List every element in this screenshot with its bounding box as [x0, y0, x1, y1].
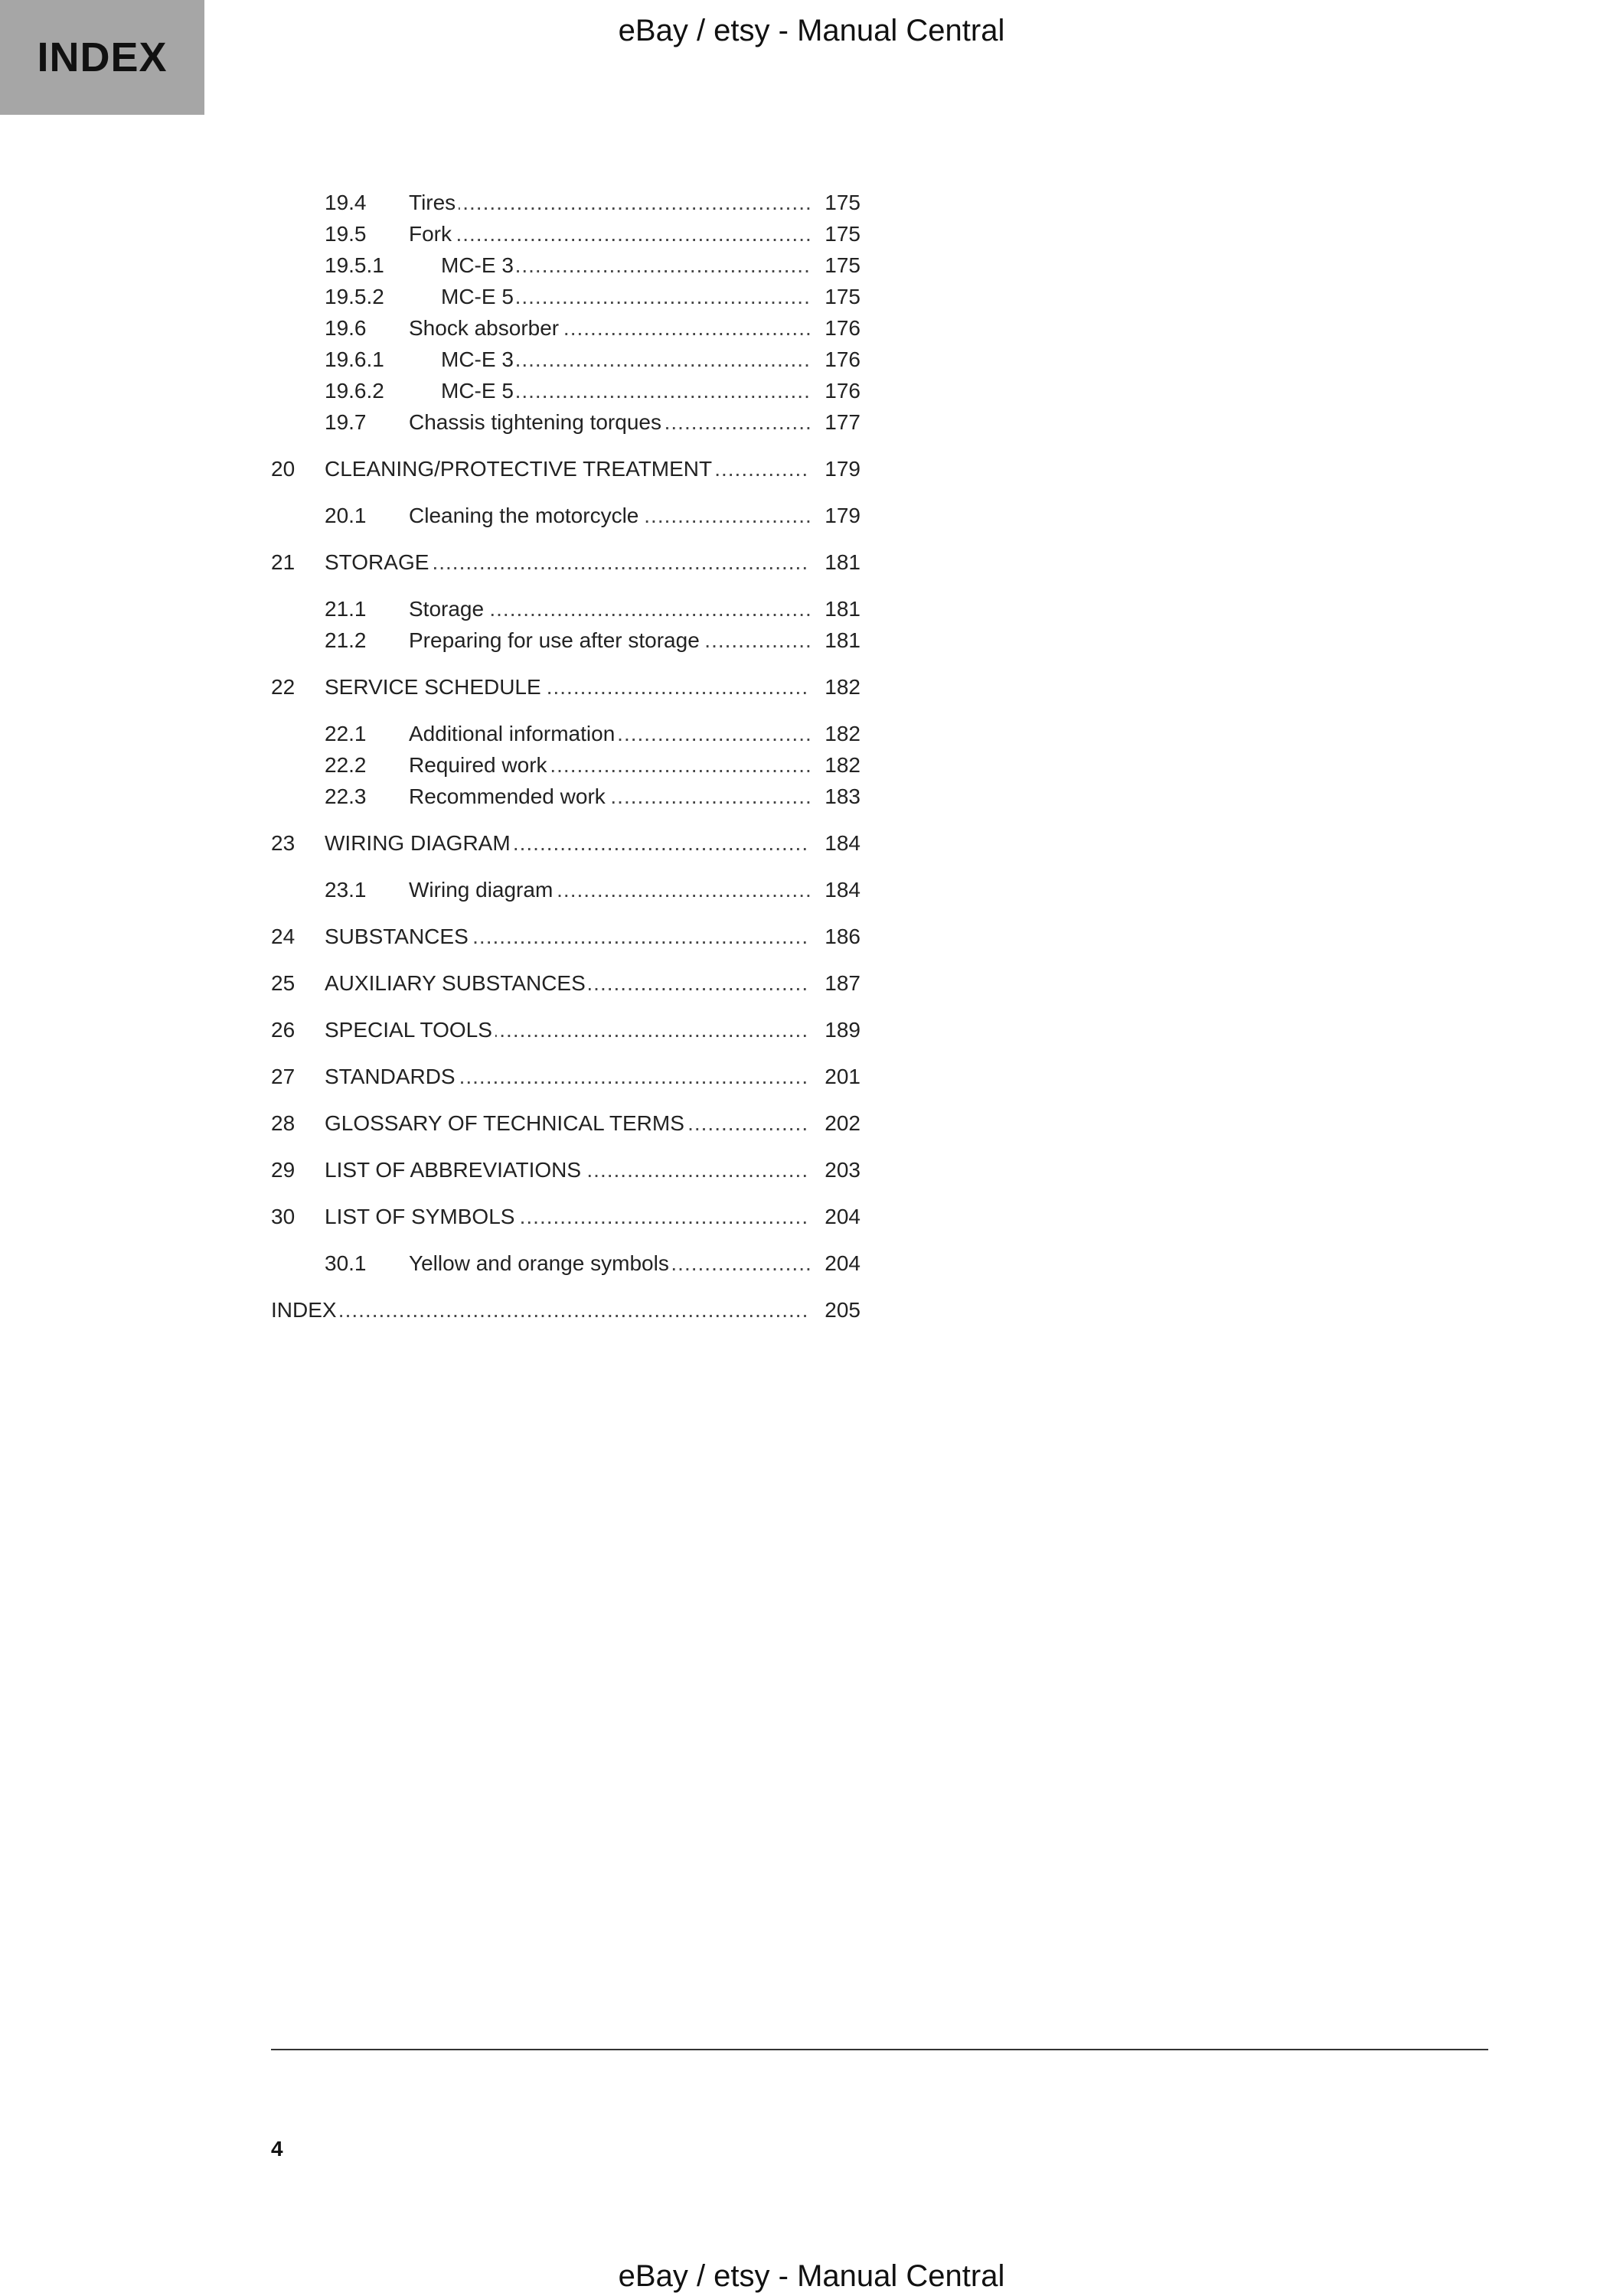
toc-entry-title: MC-E 5 [441, 285, 517, 308]
toc-entry-page: 181 [825, 550, 860, 574]
toc-entry-leader [409, 219, 810, 249]
toc-entry-leader [409, 501, 810, 531]
toc-entry-number: 19.4 [325, 191, 367, 214]
toc-entry-number: 26 [271, 1018, 296, 1042]
toc-entry-number: 19.6 [325, 316, 367, 340]
toc-entry-title: Storage [409, 597, 487, 621]
toc-entry[interactable] [271, 594, 860, 625]
toc-entry-title: Recommended work [409, 784, 609, 808]
toc-entry-leader [409, 1248, 810, 1279]
toc-entry-title: INDEX [271, 1298, 340, 1322]
toc-entry-title: MC-E 3 [441, 347, 517, 371]
toc-entry[interactable] [271, 750, 860, 781]
toc-entry-leader [409, 719, 810, 749]
toc-entry[interactable] [271, 454, 860, 484]
toc-entry[interactable] [271, 1295, 860, 1326]
toc-entry-leader [325, 1015, 810, 1045]
toc-entry-number: 20 [271, 457, 296, 481]
toc-entry-leader [409, 625, 810, 656]
toc-entry-leader [325, 454, 810, 484]
toc-entry[interactable] [271, 1155, 860, 1186]
toc-entry-number: 29 [271, 1158, 296, 1182]
toc-entry-page: 177 [825, 410, 860, 434]
toc-entry-page: 186 [825, 925, 860, 948]
toc-entry-page: 182 [825, 753, 860, 777]
toc-entry-page: 175 [825, 285, 860, 308]
toc-entry[interactable] [271, 219, 860, 249]
toc-entry-number: 19.5 [325, 222, 367, 246]
toc-entry-leader [409, 188, 810, 218]
toc-entry[interactable] [271, 1248, 860, 1279]
toc-entry-leader [441, 344, 810, 375]
toc-entry-title: Chassis tightening torques [409, 410, 665, 434]
toc-entry-page: 204 [825, 1251, 860, 1275]
toc-entry[interactable] [271, 188, 860, 218]
toc-entry[interactable] [271, 1202, 860, 1232]
toc-entry-leader [325, 921, 810, 952]
toc-entry[interactable] [271, 719, 860, 749]
toc-entry-title: Yellow and orange symbols [409, 1251, 672, 1275]
toc-entry-title: MC-E 3 [441, 253, 517, 277]
toc-entry-number: 24 [271, 925, 296, 948]
toc-entry-title: STORAGE [325, 550, 432, 574]
toc-entry[interactable] [271, 407, 860, 438]
toc-entry[interactable] [271, 672, 860, 703]
watermark-bottom: eBay / etsy - Manual Central [618, 2259, 1005, 2293]
toc-entry-leader [325, 828, 810, 859]
toc-entry-page: 181 [825, 597, 860, 621]
watermark-top: eBay / etsy - Manual Central [618, 14, 1005, 47]
toc-entry-leader [325, 1155, 810, 1186]
toc-entry-number: 21.2 [325, 628, 367, 652]
toc-entry-title: WIRING DIAGRAM [325, 831, 514, 855]
toc-entry-number: 22.1 [325, 722, 367, 745]
section-tab-label: INDEX [37, 34, 168, 80]
toc-entry-number: 19.7 [325, 410, 367, 434]
toc-entry-leader [271, 1295, 810, 1326]
toc-entry-page: 202 [825, 1111, 860, 1135]
toc-entry-leader [325, 547, 810, 578]
toc-entry[interactable] [271, 625, 860, 656]
toc-entry-number: 23.1 [325, 878, 367, 902]
toc-entry-page: 175 [825, 253, 860, 277]
toc-entry-leader [441, 250, 810, 281]
toc-entry-page: 179 [825, 504, 860, 527]
toc-entry-leader [409, 407, 810, 438]
toc-entry-number: 30 [271, 1205, 296, 1228]
toc-entry-page: 175 [825, 222, 860, 246]
toc-entry-page: 179 [825, 457, 860, 481]
toc-entry-number: 22.3 [325, 784, 367, 808]
toc-entry-number: 28 [271, 1111, 296, 1135]
toc-entry-page: 176 [825, 347, 860, 371]
toc-entry-leader [441, 376, 810, 406]
toc-entry-page: 182 [825, 675, 860, 699]
toc-entry[interactable] [271, 1108, 860, 1139]
toc-entry[interactable] [271, 1062, 860, 1092]
toc-entry-page: 201 [825, 1065, 860, 1088]
toc-entry-title: Tires [409, 191, 459, 214]
toc-entry-title: CLEANING/PROTECTIVE TREATMENT [325, 457, 715, 481]
toc-entry-number: 21.1 [325, 597, 367, 621]
toc-entry-page: 184 [825, 831, 860, 855]
toc-entry-leader [409, 781, 810, 812]
toc-entry-leader [409, 875, 810, 905]
toc-entry-title: Preparing for use after storage [409, 628, 703, 652]
toc-entry[interactable] [271, 282, 860, 312]
toc-entry-title: GLOSSARY OF TECHNICAL TERMS [325, 1111, 687, 1135]
toc-entry[interactable] [271, 875, 860, 905]
toc-entry-title: Shock absorber [409, 316, 562, 340]
toc-entry-page: 176 [825, 379, 860, 403]
toc-entry-page: 181 [825, 628, 860, 652]
toc-entry-title: SUBSTANCES [325, 925, 472, 948]
toc-entry[interactable] [271, 376, 860, 406]
toc-entry-number: 25 [271, 971, 296, 995]
toc-entry-number: 19.5.1 [325, 253, 384, 277]
toc-entry-title: AUXILIARY SUBSTANCES [325, 971, 589, 995]
toc-entry-leader [325, 1062, 810, 1092]
toc-entry-title: LIST OF SYMBOLS [325, 1205, 518, 1228]
toc-entry-number: 22 [271, 675, 296, 699]
toc-entry[interactable] [271, 547, 860, 578]
toc-entry-page: 182 [825, 722, 860, 745]
toc-entry[interactable] [271, 344, 860, 375]
toc-entry[interactable] [271, 501, 860, 531]
toc-entry-title: Required work [409, 753, 550, 777]
toc-entry-title: Additional information [409, 722, 618, 745]
toc-entry-number: 23 [271, 831, 296, 855]
toc-entry[interactable] [271, 313, 860, 344]
toc-entry-leader [325, 1108, 810, 1139]
toc-entry-title: STANDARDS [325, 1065, 459, 1088]
toc-entry-title: MC-E 5 [441, 379, 517, 403]
toc-entry[interactable] [271, 921, 860, 952]
toc-entry-number: 19.6.2 [325, 379, 384, 403]
toc-entry-number: 30.1 [325, 1251, 367, 1275]
toc-entry-page: 176 [825, 316, 860, 340]
toc-entry-leader [441, 282, 810, 312]
toc-entry-page: 204 [825, 1205, 860, 1228]
footer-divider [271, 2049, 1488, 2050]
toc-entry-leader [325, 672, 810, 703]
toc-entry-page: 203 [825, 1158, 860, 1182]
toc-entry-number: 19.5.2 [325, 285, 384, 308]
toc-entry-leader [325, 1202, 810, 1232]
toc-entry-leader [409, 594, 810, 625]
toc-entry[interactable] [271, 828, 860, 859]
toc-entry-title: Wiring diagram [409, 878, 556, 902]
toc-entry-number: 22.2 [325, 753, 367, 777]
toc-entry-title: Cleaning the motorcycle [409, 504, 642, 527]
page-number: 4 [271, 2137, 283, 2161]
toc-entry[interactable] [271, 968, 860, 999]
toc-entry[interactable] [271, 250, 860, 281]
toc-entry-page: 189 [825, 1018, 860, 1042]
toc-entry-number: 21 [271, 550, 296, 574]
toc-entry-title: Fork [409, 222, 455, 246]
toc-entry-page: 205 [825, 1298, 860, 1322]
toc-entry[interactable] [271, 781, 860, 812]
toc-entry-leader [409, 750, 810, 781]
toc-entry-page: 184 [825, 878, 860, 902]
toc-entry-leader [409, 313, 810, 344]
toc-entry[interactable] [271, 1015, 860, 1045]
toc-entry-title: SPECIAL TOOLS [325, 1018, 495, 1042]
toc-entry-leader [325, 968, 810, 999]
toc-entry-title: LIST OF ABBREVIATIONS [325, 1158, 584, 1182]
toc-entry-page: 175 [825, 191, 860, 214]
toc-entry-page: 187 [825, 971, 860, 995]
toc-entry-number: 27 [271, 1065, 296, 1088]
toc-entry-page: 183 [825, 784, 860, 808]
toc-entry-number: 20.1 [325, 504, 367, 527]
toc-entry-number: 19.6.1 [325, 347, 384, 371]
toc-entry-title: SERVICE SCHEDULE [325, 675, 544, 699]
